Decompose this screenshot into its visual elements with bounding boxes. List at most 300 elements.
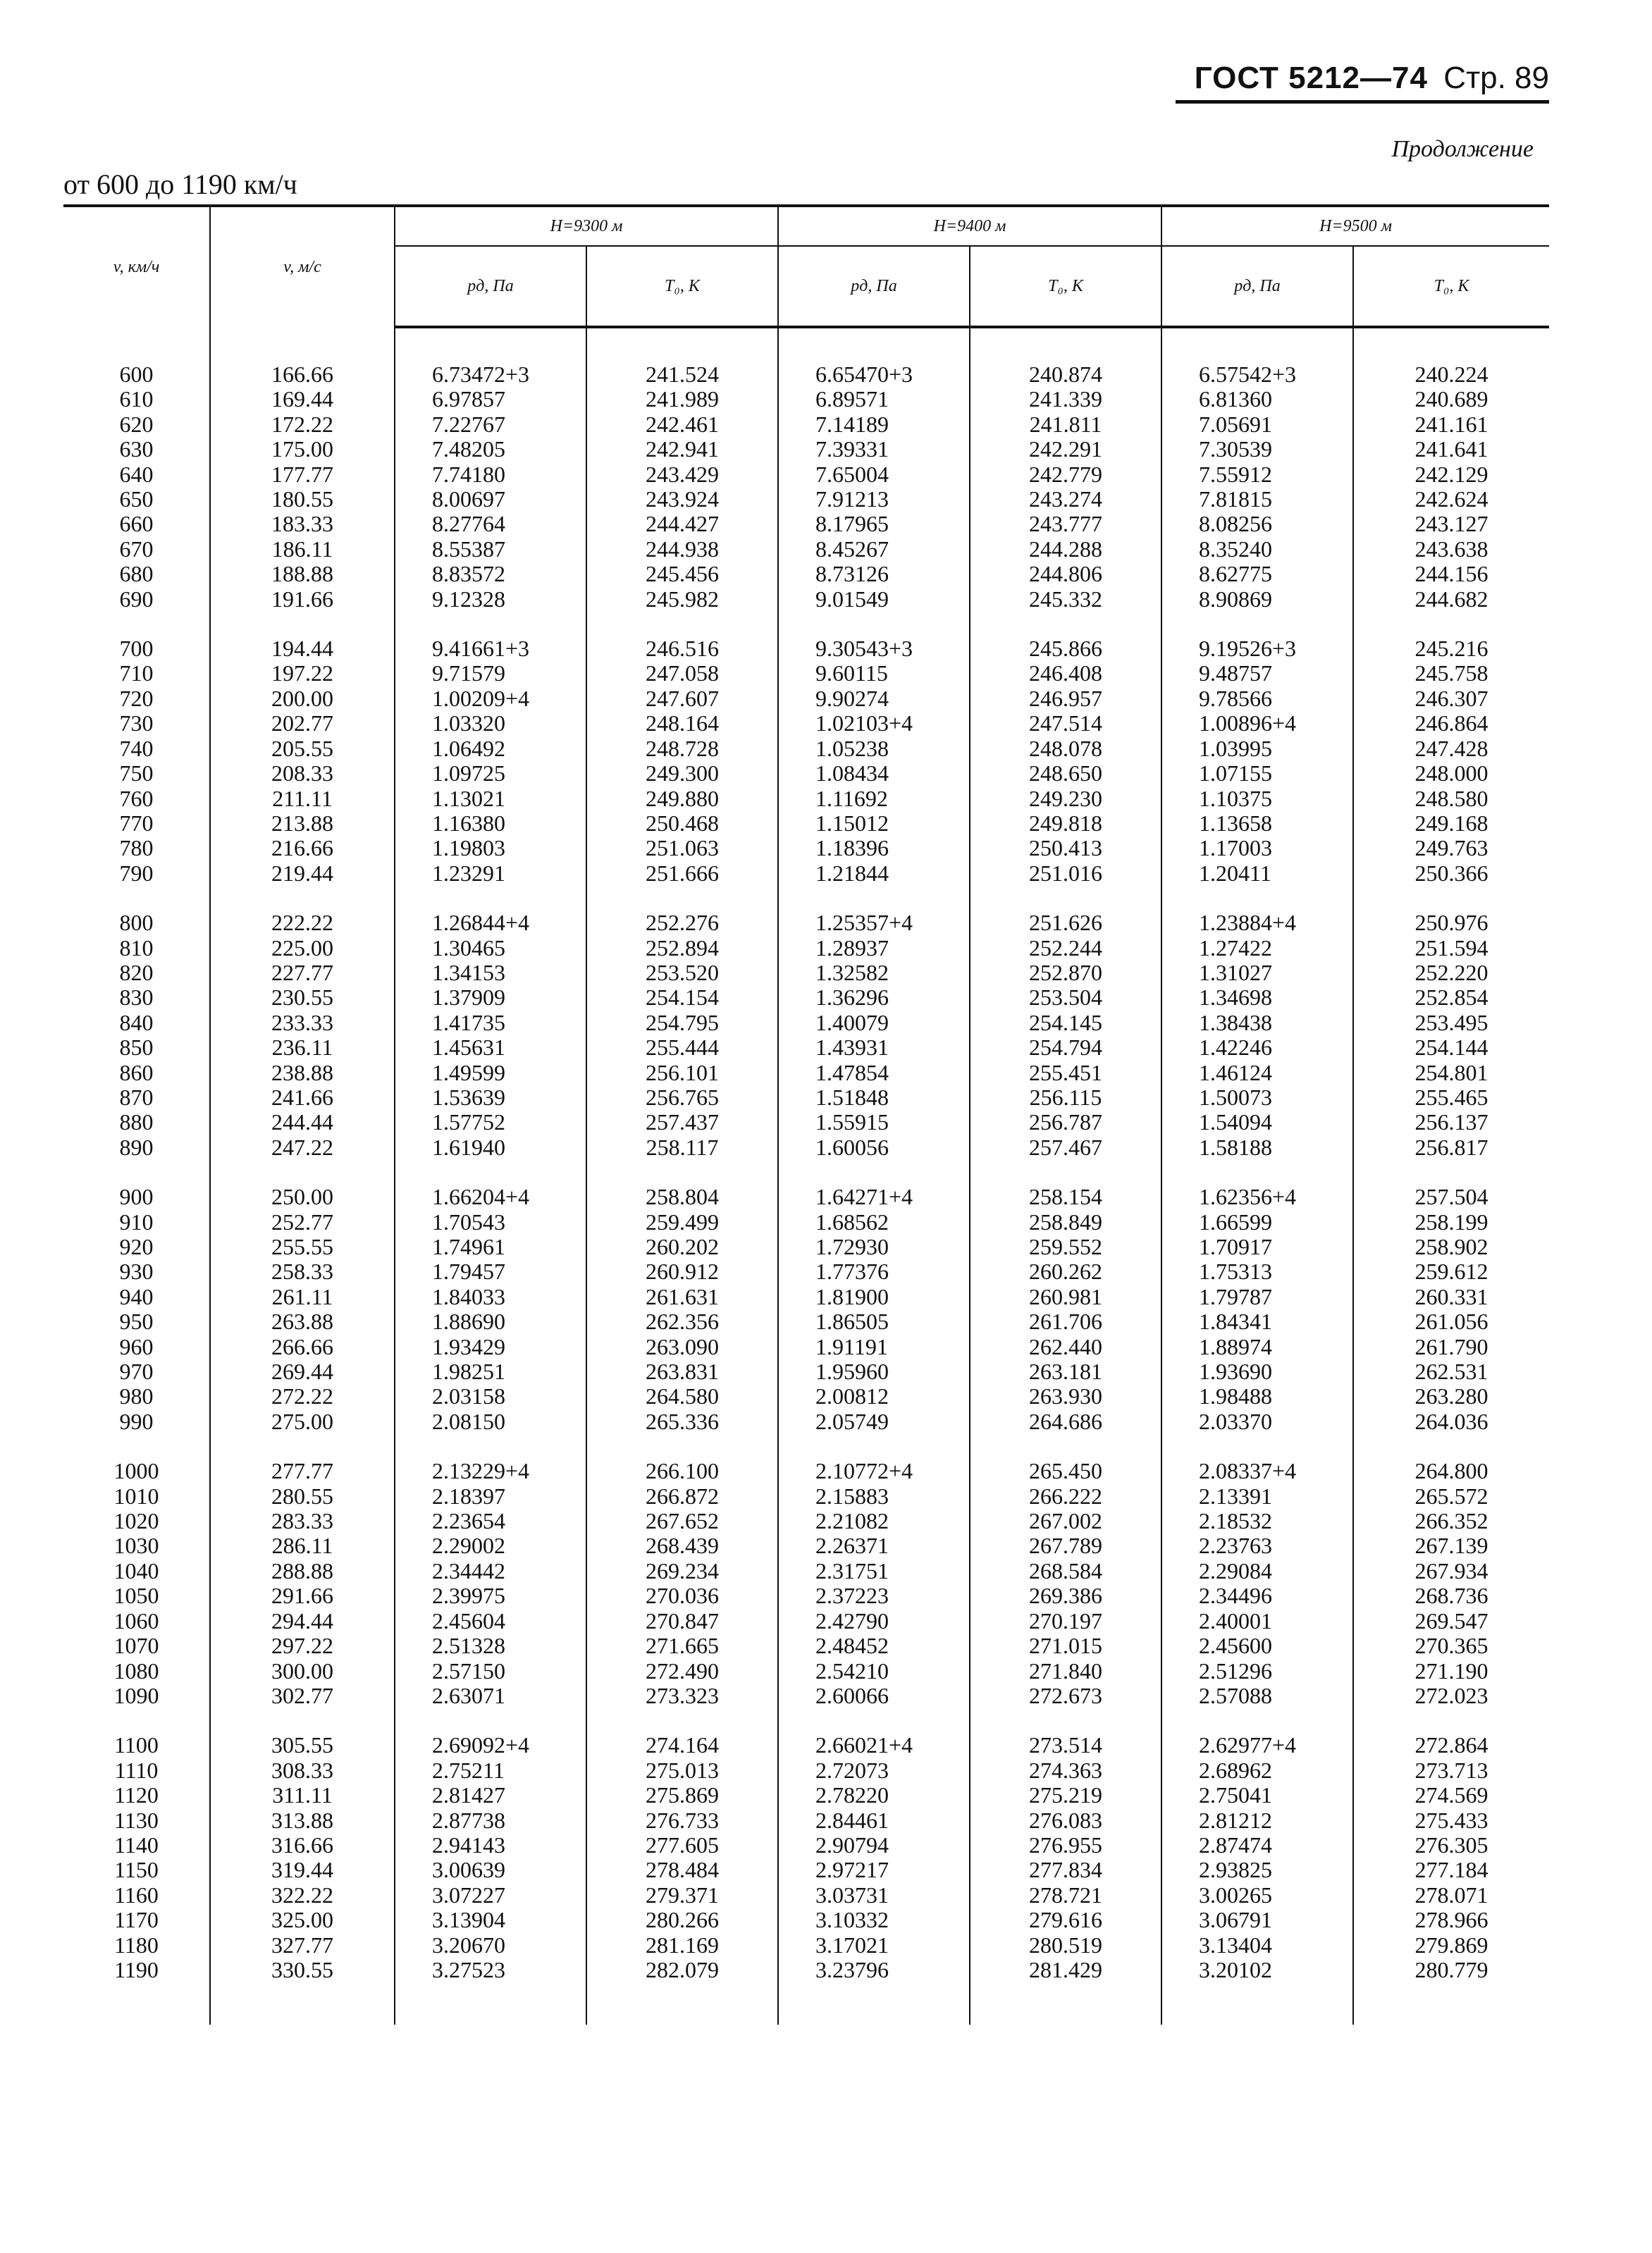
cell-temp-9300: 277.605 <box>586 1833 778 1858</box>
cell-temp-9500: 240.224 <box>1353 362 1549 387</box>
cell-speed-ms: 252.77 <box>210 1210 395 1235</box>
cell-speed-ms: 311.11 <box>210 1783 395 1808</box>
cell-speed-ms: 300.00 <box>210 1659 395 1684</box>
cell-pressure-9400: 1.21844 <box>778 861 970 886</box>
cell-temp-9300: 263.831 <box>586 1359 778 1384</box>
cell-speed-kmh: 1160 <box>114 1882 159 1908</box>
cell-temp-9300: 247.607 <box>586 686 778 711</box>
cell-speed-kmh: 730 <box>119 710 154 736</box>
cell-temp-9300: 243.429 <box>586 462 778 487</box>
block-separator <box>63 612 1549 636</box>
cell-speed-kmh: 950 <box>119 1309 154 1335</box>
cell-pressure-9300: 1.13021 <box>395 786 586 811</box>
cell-pressure-9500: 1.31027 <box>1161 961 1353 985</box>
cell-temp-9400: 246.408 <box>970 661 1161 686</box>
table-row <box>63 562 1549 586</box>
cell-speed-kmh: 620 <box>119 411 154 437</box>
cell-pressure-9300: 1.74961 <box>395 1235 586 1259</box>
cell-temp-9400: 260.981 <box>970 1285 1161 1309</box>
cell-pressure-9500: 3.13404 <box>1161 1933 1353 1958</box>
cell-temp-9400: 263.930 <box>970 1384 1161 1409</box>
table-row <box>63 1609 1549 1634</box>
cell-temp-9300: 272.490 <box>586 1659 778 1684</box>
cell-pressure-9300: 2.45604 <box>395 1609 586 1634</box>
cell-temp-9400: 270.197 <box>970 1609 1161 1634</box>
table-row <box>63 1011 1549 1035</box>
cell-speed-kmh: 1030 <box>113 1533 159 1559</box>
table-row <box>63 911 1549 935</box>
cell-speed-ms: 222.22 <box>210 911 395 935</box>
cell-temp-9500: 248.580 <box>1353 786 1549 811</box>
table-row <box>63 1459 1549 1483</box>
cell-temp-9300: 280.266 <box>586 1908 778 1932</box>
cell-pressure-9400: 2.10772+4 <box>778 1459 970 1483</box>
cell-pressure-9400: 2.90794 <box>778 1833 970 1858</box>
cell-pressure-9500: 2.18532 <box>1161 1509 1353 1533</box>
speed-range-caption: от 600 до 1190 км/ч <box>63 168 297 200</box>
cell-speed-ms: 261.11 <box>210 1285 395 1309</box>
cell-speed-ms: 205.55 <box>210 736 395 761</box>
cell-temp-9300: 268.439 <box>586 1533 778 1558</box>
cell-temp-9500: 262.531 <box>1353 1359 1549 1384</box>
table-row <box>63 936 1549 961</box>
cell-speed-ms: 325.00 <box>210 1908 395 1932</box>
table-row <box>63 1135 1549 1160</box>
table-row <box>63 761 1549 786</box>
cell-pressure-9500: 1.88974 <box>1161 1335 1353 1359</box>
cell-speed-kmh: 670 <box>119 536 154 562</box>
table-row <box>63 736 1549 761</box>
cell-temp-9500: 250.366 <box>1353 861 1549 886</box>
cell-speed-ms: 275.00 <box>210 1409 395 1434</box>
cell-temp-9500: 253.495 <box>1353 1011 1549 1035</box>
cell-pressure-9400: 1.40079 <box>778 1011 970 1035</box>
table-row <box>63 1883 1549 1908</box>
cell-temp-9500: 260.331 <box>1353 1285 1549 1309</box>
cell-pressure-9500: 9.48757 <box>1161 661 1353 686</box>
cell-speed-kmh: 1000 <box>113 1458 159 1484</box>
cell-temp-9500: 265.572 <box>1353 1484 1549 1509</box>
cell-pressure-9500: 1.17003 <box>1161 836 1353 860</box>
cell-pressure-9400: 1.25357+4 <box>778 911 970 935</box>
cell-speed-kmh: 890 <box>119 1134 154 1160</box>
cell-pressure-9500: 9.78566 <box>1161 686 1353 711</box>
cell-pressure-9300: 1.19803 <box>395 836 586 860</box>
cell-pressure-9300: 8.00697 <box>395 487 586 512</box>
cell-pressure-9300: 1.03320 <box>395 711 586 736</box>
cell-temp-9500: 276.305 <box>1353 1833 1549 1858</box>
cell-pressure-9300: 3.27523 <box>395 1958 586 1982</box>
cell-pressure-9400: 1.81900 <box>778 1285 970 1309</box>
cell-speed-ms: 233.33 <box>210 1011 395 1035</box>
cell-temp-9500: 242.129 <box>1353 462 1549 487</box>
cell-temp-9300: 242.941 <box>586 437 778 462</box>
cell-pressure-9400: 1.28937 <box>778 936 970 961</box>
cell-speed-ms: 294.44 <box>210 1609 395 1634</box>
cell-pressure-9300: 1.93429 <box>395 1335 586 1359</box>
cell-temp-9500: 250.976 <box>1353 911 1549 935</box>
cell-pressure-9400: 1.91191 <box>778 1335 970 1359</box>
cell-speed-kmh: 960 <box>119 1333 154 1359</box>
cell-pressure-9300: 1.70543 <box>395 1210 586 1235</box>
cell-pressure-9300: 2.57150 <box>395 1659 586 1684</box>
cell-speed-kmh: 690 <box>119 586 154 612</box>
cell-temp-9500: 243.127 <box>1353 512 1549 536</box>
cell-speed-ms: 238.88 <box>210 1061 395 1085</box>
cell-speed-ms: 258.33 <box>210 1259 395 1284</box>
cell-temp-9300: 274.164 <box>586 1733 778 1758</box>
cell-temp-9400: 243.274 <box>970 487 1161 512</box>
cell-pressure-9300: 1.88690 <box>395 1309 586 1334</box>
cell-speed-ms: 191.66 <box>210 587 395 612</box>
cell-pressure-9400: 3.10332 <box>778 1908 970 1932</box>
cell-temp-9400: 254.145 <box>970 1011 1161 1035</box>
cell-temp-9400: 247.514 <box>970 711 1161 736</box>
cell-temp-9300: 258.804 <box>586 1185 778 1209</box>
cell-temp-9300: 258.117 <box>586 1135 778 1160</box>
cell-temp-9400: 259.552 <box>970 1235 1161 1259</box>
cell-temp-9400: 255.451 <box>970 1061 1161 1085</box>
cell-temp-9400: 252.870 <box>970 961 1161 985</box>
cell-speed-kmh: 1050 <box>113 1583 159 1609</box>
cell-temp-9300: 254.795 <box>586 1011 778 1035</box>
cell-pressure-9500: 2.62977+4 <box>1161 1733 1353 1758</box>
cell-pressure-9300: 7.22767 <box>395 412 586 437</box>
cell-pressure-9500: 1.54094 <box>1161 1110 1353 1135</box>
cell-pressure-9300: 2.34442 <box>395 1559 586 1584</box>
table-row <box>63 1235 1549 1259</box>
cell-pressure-9400: 1.86505 <box>778 1309 970 1334</box>
cell-temp-9400: 258.849 <box>970 1210 1161 1235</box>
page-number: Стр. 89 <box>1443 61 1549 95</box>
cell-pressure-9500: 3.00265 <box>1161 1883 1353 1908</box>
cell-speed-ms: 225.00 <box>210 936 395 961</box>
cell-temp-9400: 264.686 <box>970 1409 1161 1434</box>
cell-temp-9400: 243.777 <box>970 512 1161 536</box>
cell-pressure-9300: 1.61940 <box>395 1135 586 1160</box>
cell-speed-kmh: 710 <box>119 660 154 686</box>
cell-temp-9300: 269.234 <box>586 1559 778 1584</box>
cell-temp-9300: 249.880 <box>586 786 778 811</box>
cell-pressure-9300: 7.48205 <box>395 437 586 462</box>
cell-speed-kmh: 1080 <box>113 1658 159 1684</box>
table-row <box>63 686 1549 711</box>
cell-speed-ms: 319.44 <box>210 1858 395 1882</box>
table-row <box>63 1359 1549 1384</box>
cell-temp-9400: 256.787 <box>970 1110 1161 1135</box>
cell-temp-9300: 275.869 <box>586 1783 778 1808</box>
table-row <box>63 961 1549 985</box>
cell-pressure-9400: 2.54210 <box>778 1659 970 1684</box>
cell-temp-9300: 273.323 <box>586 1684 778 1708</box>
cell-speed-kmh: 610 <box>119 386 154 412</box>
cell-speed-kmh: 650 <box>119 486 154 512</box>
cell-temp-9400: 260.262 <box>970 1259 1161 1284</box>
cell-pressure-9500: 2.23763 <box>1161 1533 1353 1558</box>
table-row <box>63 1659 1549 1684</box>
cell-temp-9300: 250.468 <box>586 811 778 836</box>
cell-temp-9400: 252.244 <box>970 936 1161 961</box>
cell-temp-9300: 249.300 <box>586 761 778 786</box>
cell-temp-9400: 269.386 <box>970 1584 1161 1608</box>
cell-temp-9300: 251.063 <box>586 836 778 860</box>
cell-pressure-9500: 1.34698 <box>1161 985 1353 1010</box>
cell-speed-ms: 236.11 <box>210 1035 395 1060</box>
cell-pressure-9400: 7.14189 <box>778 412 970 437</box>
table-row <box>63 1409 1549 1434</box>
table-row <box>63 537 1549 562</box>
cell-temp-9500: 267.934 <box>1353 1559 1549 1584</box>
cell-pressure-9300: 2.29002 <box>395 1533 586 1558</box>
cell-temp-9500: 256.137 <box>1353 1110 1549 1135</box>
table-row <box>63 1285 1549 1309</box>
cell-pressure-9500: 1.79787 <box>1161 1285 1353 1309</box>
cell-temp-9500: 278.071 <box>1353 1883 1549 1908</box>
cell-pressure-9500: 7.30539 <box>1161 437 1353 462</box>
cell-pressure-9500: 7.55912 <box>1161 462 1353 487</box>
block-separator <box>63 886 1549 911</box>
cell-temp-9400: 261.706 <box>970 1309 1161 1334</box>
cell-pressure-9300: 1.23291 <box>395 861 586 886</box>
cell-speed-kmh: 810 <box>119 934 154 961</box>
cell-pressure-9300: 1.06492 <box>395 736 586 761</box>
cell-speed-kmh: 980 <box>119 1383 154 1409</box>
col-header-temperature: T₀, К <box>970 246 1161 327</box>
cell-pressure-9400: 1.55915 <box>778 1110 970 1135</box>
cell-speed-kmh: 1190 <box>114 1956 159 1982</box>
cell-speed-kmh: 820 <box>119 959 154 985</box>
cell-pressure-9400: 2.78220 <box>778 1783 970 1808</box>
cell-pressure-9500: 3.20102 <box>1161 1958 1353 1982</box>
cell-temp-9500: 254.144 <box>1353 1035 1549 1060</box>
cell-temp-9400: 274.363 <box>970 1758 1161 1783</box>
cell-temp-9300: 245.982 <box>586 587 778 612</box>
cell-pressure-9500: 1.58188 <box>1161 1135 1353 1160</box>
cell-temp-9300: 251.666 <box>586 861 778 886</box>
cell-temp-9500: 249.763 <box>1353 836 1549 860</box>
cell-speed-ms: 266.66 <box>210 1335 395 1359</box>
cell-pressure-9500: 8.35240 <box>1161 537 1353 562</box>
cell-temp-9300: 248.164 <box>586 711 778 736</box>
cell-speed-ms: 277.77 <box>210 1459 395 1483</box>
cell-temp-9400: 262.440 <box>970 1335 1161 1359</box>
cell-speed-kmh: 1010 <box>113 1483 159 1509</box>
cell-speed-ms: 272.22 <box>210 1384 395 1409</box>
cell-pressure-9400: 2.37223 <box>778 1584 970 1608</box>
atmosphere-table <box>63 204 1549 2025</box>
cell-speed-ms: 308.33 <box>210 1758 395 1783</box>
cell-speed-ms: 280.55 <box>210 1484 395 1509</box>
cell-pressure-9300: 2.13229+4 <box>395 1459 586 1483</box>
cell-pressure-9400: 1.47854 <box>778 1061 970 1085</box>
table-row <box>63 861 1549 886</box>
cell-pressure-9500: 7.05691 <box>1161 412 1353 437</box>
table-row <box>63 387 1549 412</box>
cell-speed-ms: 200.00 <box>210 686 395 711</box>
cell-speed-ms: 197.22 <box>210 661 395 686</box>
table-row <box>63 1783 1549 1808</box>
cell-speed-ms: 269.44 <box>210 1359 395 1384</box>
cell-speed-kmh: 700 <box>119 636 154 662</box>
cell-temp-9500: 256.817 <box>1353 1135 1549 1160</box>
cell-pressure-9400: 1.32582 <box>778 961 970 985</box>
cell-temp-9300: 270.847 <box>586 1609 778 1634</box>
table-row <box>63 487 1549 512</box>
col-header-temperature: T₀, К <box>586 246 778 327</box>
cell-pressure-9300: 3.00639 <box>395 1858 586 1882</box>
cell-pressure-9500: 1.23884+4 <box>1161 911 1353 935</box>
cell-temp-9500: 272.864 <box>1353 1733 1549 1758</box>
cell-temp-9400: 248.650 <box>970 761 1161 786</box>
cell-temp-9500: 270.365 <box>1353 1634 1549 1658</box>
cell-temp-9500: 257.504 <box>1353 1185 1549 1209</box>
cell-pressure-9500: 1.75313 <box>1161 1259 1353 1284</box>
cell-speed-kmh: 940 <box>119 1283 154 1309</box>
cell-temp-9500: 264.800 <box>1353 1459 1549 1483</box>
cell-pressure-9500: 2.34496 <box>1161 1584 1353 1608</box>
cell-temp-9300: 247.058 <box>586 661 778 686</box>
cell-pressure-9400: 2.72073 <box>778 1758 970 1783</box>
table-row <box>63 1584 1549 1608</box>
table-row <box>63 661 1549 686</box>
cell-temp-9500: 242.624 <box>1353 487 1549 512</box>
cell-pressure-9300: 1.79457 <box>395 1259 586 1284</box>
cell-temp-9300: 278.484 <box>586 1858 778 1882</box>
cell-temp-9400: 249.230 <box>970 786 1161 811</box>
cell-speed-ms: 172.22 <box>210 412 395 437</box>
table-row <box>63 1933 1549 1958</box>
table-body <box>63 327 1549 2025</box>
cell-pressure-9300: 2.18397 <box>395 1484 586 1509</box>
cell-temp-9500: 258.902 <box>1353 1235 1549 1259</box>
table-row <box>63 1733 1549 1758</box>
block-separator <box>63 1160 1549 1185</box>
cell-pressure-9400: 2.97217 <box>778 1858 970 1882</box>
cell-temp-9300: 244.427 <box>586 512 778 536</box>
cell-temp-9300: 262.356 <box>586 1309 778 1334</box>
cell-speed-kmh: 800 <box>119 910 154 936</box>
cell-temp-9300: 256.765 <box>586 1085 778 1110</box>
cell-temp-9400: 275.219 <box>970 1783 1161 1808</box>
cell-pressure-9500: 1.07155 <box>1161 761 1353 786</box>
cell-temp-9500: 266.352 <box>1353 1509 1549 1533</box>
cell-temp-9400: 242.779 <box>970 462 1161 487</box>
cell-temp-9300: 243.924 <box>586 487 778 512</box>
col-header-v-ms: v, м/с <box>210 206 395 327</box>
table-row <box>63 512 1549 536</box>
cell-pressure-9300: 1.34153 <box>395 961 586 985</box>
cell-pressure-9300: 2.08150 <box>395 1409 586 1434</box>
table-row <box>63 1908 1549 1932</box>
table-row <box>63 786 1549 811</box>
cell-temp-9400: 256.115 <box>970 1085 1161 1110</box>
cell-temp-9300: 246.516 <box>586 636 778 661</box>
cell-pressure-9500: 2.81212 <box>1161 1808 1353 1833</box>
cell-temp-9400: 251.016 <box>970 861 1161 886</box>
cell-pressure-9500: 1.93690 <box>1161 1359 1353 1384</box>
cell-pressure-9500: 1.27422 <box>1161 936 1353 961</box>
table-row <box>63 1758 1549 1783</box>
cell-temp-9500: 249.168 <box>1353 811 1549 836</box>
cell-pressure-9400: 7.39331 <box>778 437 970 462</box>
cell-temp-9500: 251.594 <box>1353 936 1549 961</box>
cell-temp-9400: 240.874 <box>970 362 1161 387</box>
table-row <box>63 1533 1549 1558</box>
cell-pressure-9300: 1.98251 <box>395 1359 586 1384</box>
cell-pressure-9300: 1.57752 <box>395 1110 586 1135</box>
cell-pressure-9500: 6.81360 <box>1161 387 1353 412</box>
cell-pressure-9300: 1.00209+4 <box>395 686 586 711</box>
cell-speed-kmh: 600 <box>119 362 154 387</box>
cell-temp-9400: 268.584 <box>970 1559 1161 1584</box>
cell-pressure-9300: 9.12328 <box>395 587 586 612</box>
cell-pressure-9500: 7.81815 <box>1161 487 1353 512</box>
cell-speed-kmh: 780 <box>119 835 154 861</box>
cell-temp-9500: 245.758 <box>1353 661 1549 686</box>
cell-pressure-9300: 8.83572 <box>395 562 586 586</box>
cell-temp-9500: 272.023 <box>1353 1684 1549 1708</box>
table-row <box>63 1185 1549 1209</box>
cell-temp-9300: 270.036 <box>586 1584 778 1608</box>
cell-speed-kmh: 850 <box>119 1035 154 1061</box>
cell-pressure-9400: 9.60115 <box>778 661 970 686</box>
cell-pressure-9300: 8.55387 <box>395 537 586 562</box>
cell-pressure-9400: 2.66021+4 <box>778 1733 970 1758</box>
cell-speed-kmh: 1170 <box>114 1907 159 1933</box>
cell-speed-kmh: 1110 <box>114 1757 159 1783</box>
cell-pressure-9400: 2.31751 <box>778 1559 970 1584</box>
cell-speed-kmh: 1120 <box>114 1782 159 1808</box>
cell-pressure-9500: 1.03995 <box>1161 736 1353 761</box>
cell-pressure-9300: 1.84033 <box>395 1285 586 1309</box>
cell-pressure-9400: 9.90274 <box>778 686 970 711</box>
cell-pressure-9500: 1.13658 <box>1161 811 1353 836</box>
col-header-pressure: pд, Па <box>395 246 586 327</box>
cell-speed-ms: 175.00 <box>210 437 395 462</box>
cell-speed-ms: 202.77 <box>210 711 395 736</box>
cell-speed-ms: 250.00 <box>210 1185 395 1209</box>
cell-pressure-9400: 9.30543+3 <box>778 636 970 661</box>
cell-temp-9400: 245.866 <box>970 636 1161 661</box>
cell-speed-kmh: 1020 <box>113 1508 159 1534</box>
cell-pressure-9500: 1.38438 <box>1161 1011 1353 1035</box>
cell-temp-9400: 281.429 <box>970 1958 1161 1982</box>
cell-temp-9500: 254.801 <box>1353 1061 1549 1085</box>
cell-temp-9400: 244.288 <box>970 537 1161 562</box>
cell-speed-kmh: 930 <box>119 1259 154 1285</box>
cell-temp-9500: 274.569 <box>1353 1783 1549 1808</box>
cell-pressure-9400: 3.23796 <box>778 1958 970 1982</box>
table-row <box>63 985 1549 1010</box>
cell-temp-9400: 263.181 <box>970 1359 1161 1384</box>
cell-speed-ms: 216.66 <box>210 836 395 860</box>
cell-speed-ms: 177.77 <box>210 462 395 487</box>
cell-speed-kmh: 970 <box>119 1359 154 1385</box>
table-row <box>63 587 1549 612</box>
cell-pressure-9500: 2.40001 <box>1161 1609 1353 1634</box>
cell-speed-ms: 194.44 <box>210 636 395 661</box>
cell-speed-kmh: 1180 <box>114 1932 159 1958</box>
cell-speed-ms: 213.88 <box>210 811 395 836</box>
table-row <box>63 1035 1549 1060</box>
cell-temp-9300: 264.580 <box>586 1384 778 1409</box>
cell-speed-kmh: 870 <box>119 1084 154 1110</box>
cell-temp-9400: 257.467 <box>970 1135 1161 1160</box>
cell-pressure-9300: 6.73472+3 <box>395 362 586 387</box>
cell-temp-9400: 276.083 <box>970 1808 1161 1833</box>
cell-speed-ms: 322.22 <box>210 1883 395 1908</box>
cell-speed-ms: 291.66 <box>210 1584 395 1608</box>
